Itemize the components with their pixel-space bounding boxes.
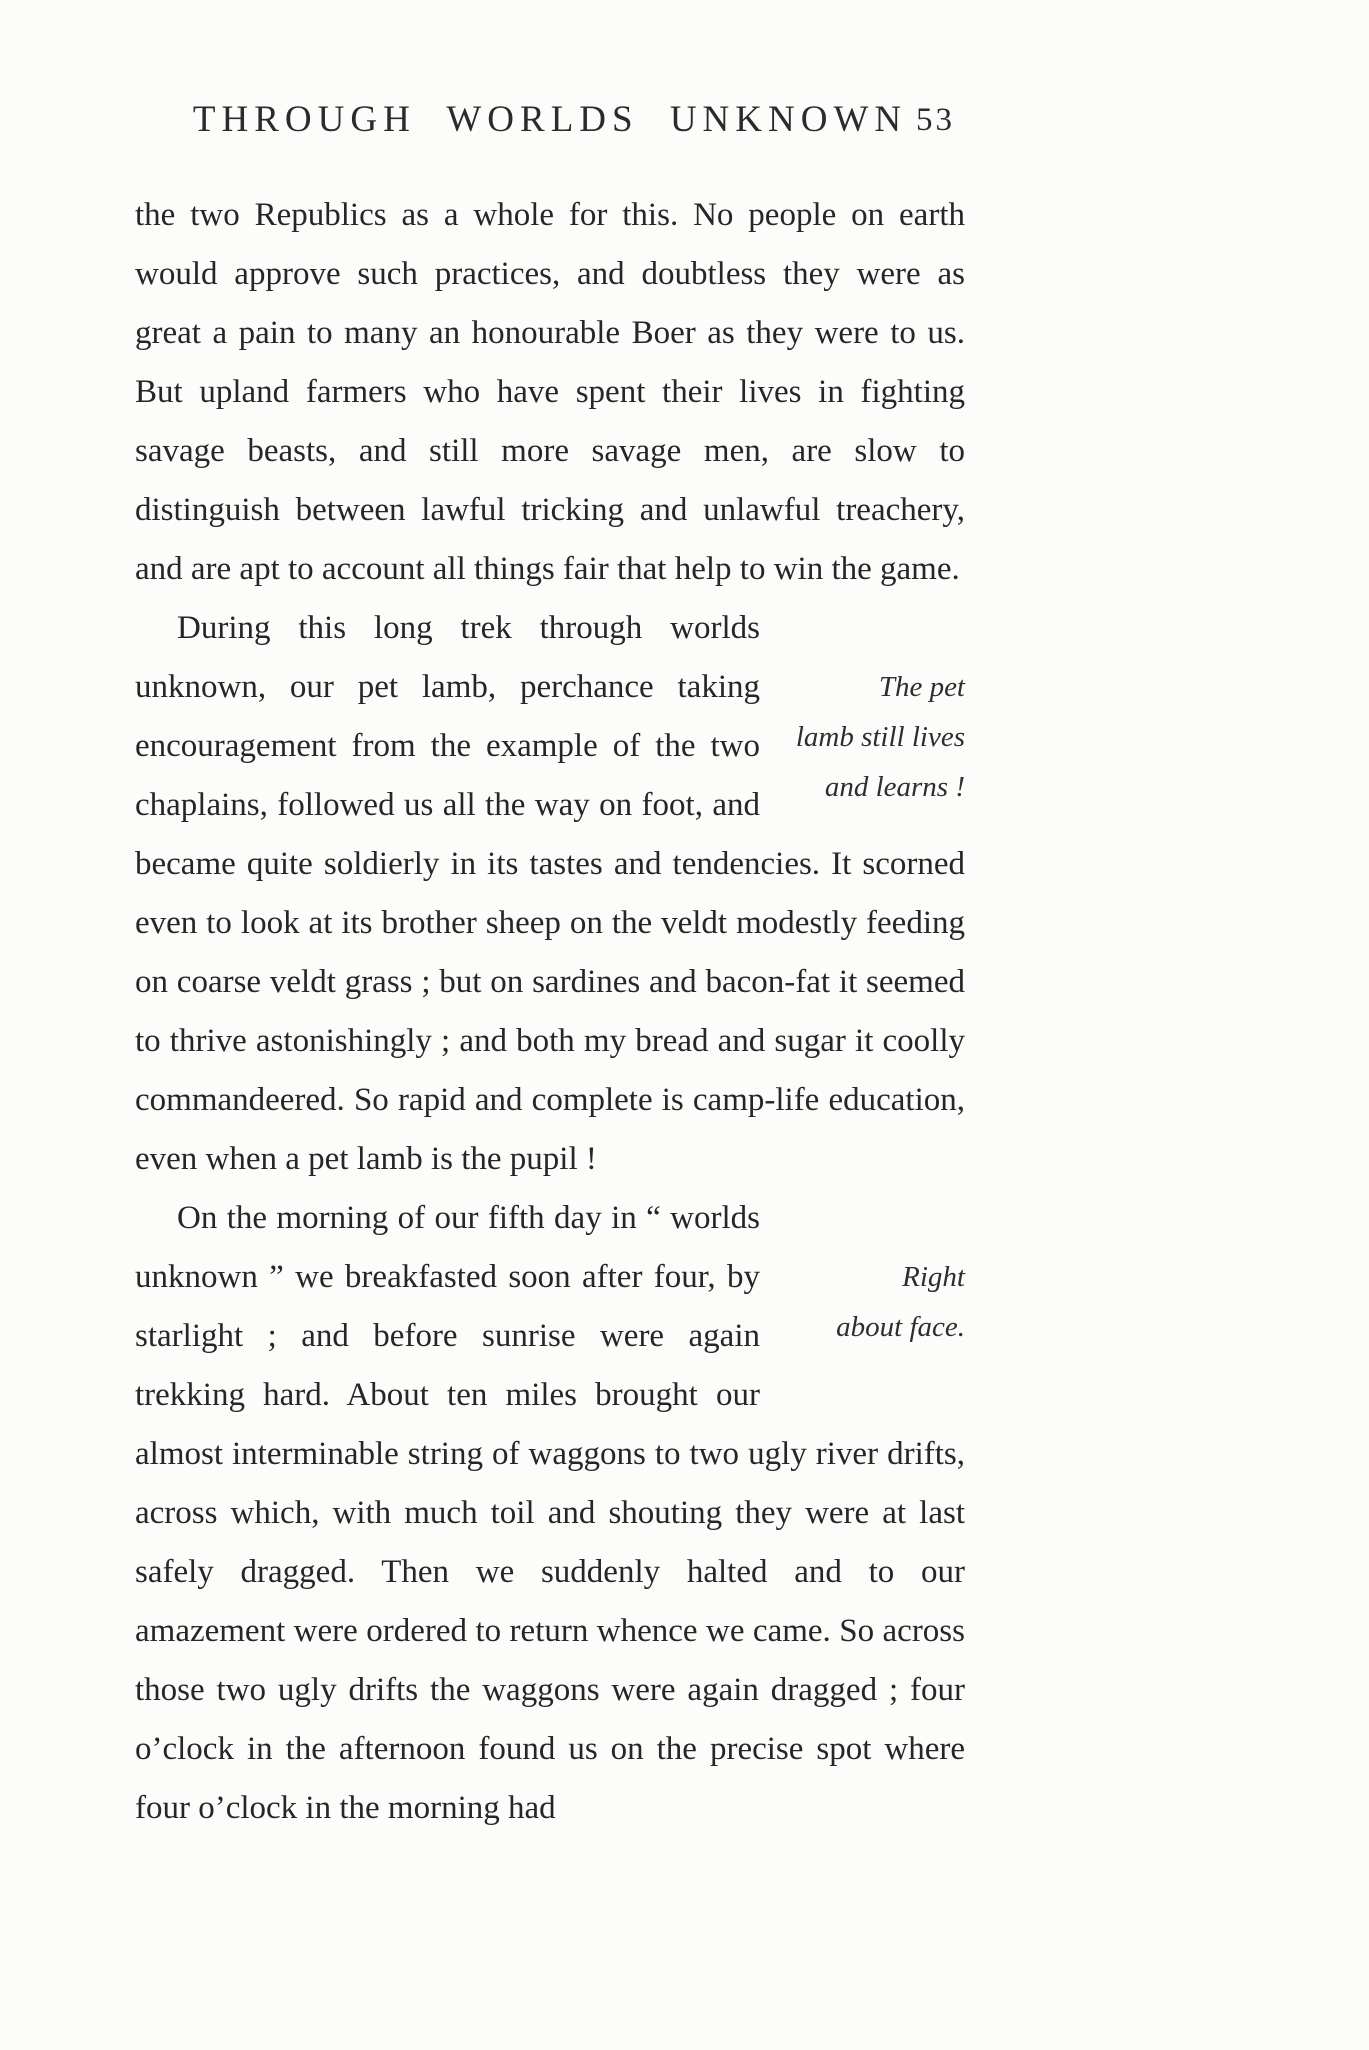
page-header bbox=[135, 98, 965, 146]
paragraph-1 bbox=[135, 186, 965, 599]
paragraph-2-text: During this long trek through worlds unknown, our pet lamb, perchance taking encouragement from the example of the two chaplains, followed us all the way on foot, and became quite soldierly in its tastes and tendencies. It scorned even to look at its brother sheep on the veldt modestly feeding on coarse veldt grass ; but on sardines and bacon-fat it seemed to thrive astonishingly ; and both my bread and sugar it coolly commandeered. So rapid and complete is camp-life education, even when a pet lamb is the pupil ! bbox=[135, 610, 965, 1177]
page-number: 53 bbox=[916, 102, 955, 138]
paragraph-1-text: the two Republics as a whole for this. No people on earth would approve such practices, and doubtless they were as great a pain to many an honourable Boer as they were to us. But upland farmers who have spent their lives in fighting savage beasts, and still more savage men, are slow to distinguish between lawful tricking and unlawful treachery, and are apt to account all things fair that help to win the game. bbox=[135, 197, 965, 587]
paragraph-3 bbox=[135, 1189, 965, 1838]
text-block bbox=[135, 186, 965, 1838]
margin-note-right-about-face: Right about face. bbox=[836, 1261, 965, 1343]
paragraph-2 bbox=[135, 599, 965, 1189]
paragraph-3-text: On the morning of our fifth day in “ worlds unknown ” we breakfasted soon after four, by starlight ; and before sunrise were again trekking hard. About ten miles brought our almost interminable string of waggons to two ugly river drifts, across which, with much toil and shouting they were at last safely dragged. Then we suddenly halted and to our amazement were ordered to return whence we came. So across those two ugly drifts the waggons were again dragged ; four o’clock in the afternoon found us on the precise spot where four o’clock in the morning had bbox=[135, 1200, 965, 1826]
running-title: THROUGH WORLDS UNKNOWN bbox=[192, 99, 908, 140]
margin-note-pet-lamb: The pet lamb still lives and learns ! bbox=[795, 671, 965, 803]
